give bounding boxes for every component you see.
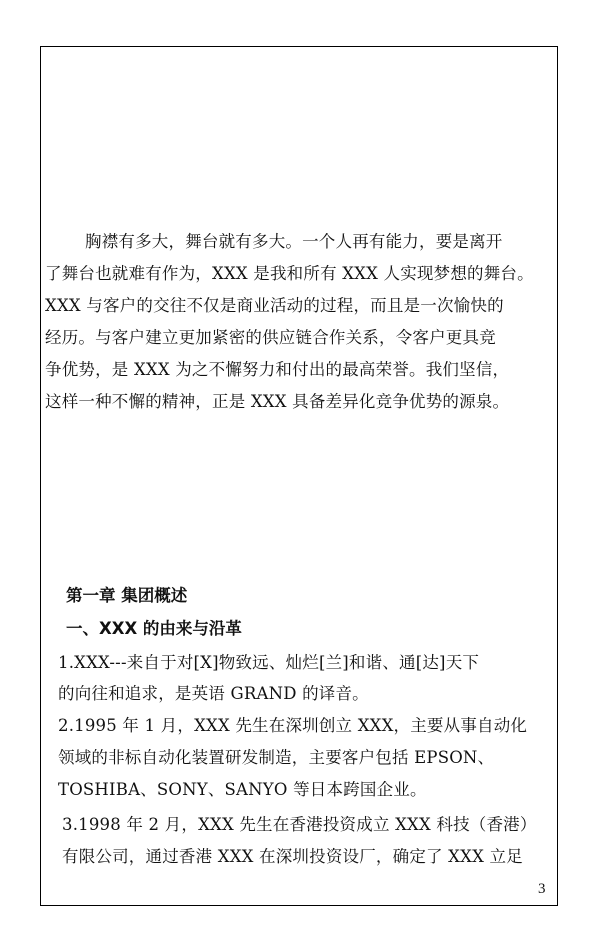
intro-line-4: 经历。与客户建立更加紧密的供应链合作关系，令客户更具竞: [45, 328, 496, 347]
intro-line-2: 了舞台也就难有作为，XXX 是我和所有 XXX 人实现梦想的舞台。: [45, 264, 534, 283]
history-line-2: 的向往和追求，是英语 GRAND 的译音。: [58, 684, 369, 703]
intro-line-3: XXX 与客户的交往不仅是商业活动的过程，而且是一次愉快的: [45, 296, 504, 315]
history-line-7: 有限公司，通过香港 XXX 在深圳投资设厂，确定了 XXX 立足: [62, 847, 523, 866]
chapter-heading: 第一章 集团概述: [66, 586, 188, 605]
page-frame: [40, 46, 558, 906]
intro-line-5: 争优势，是 XXX 为之不懈努力和付出的最高荣誉。我们坚信，: [45, 360, 510, 379]
history-line-6: 3.1998 年 2 月，XXX 先生在香港投资成立 XXX 科技（香港）: [62, 815, 537, 834]
section-heading: 一、XXX 的由来与沿革: [66, 619, 242, 638]
intro-line-6: 这样一种不懈的精神，正是 XXX 具备差异化竞争优势的源泉。: [45, 392, 510, 411]
history-line-5: TOSHIBA、SONY、SANYO 等日本跨国企业。: [58, 780, 427, 799]
history-line-4: 领域的非标自动化装置研发制造，主要客户包括 EPSON、: [58, 748, 495, 767]
history-line-3: 2.1995 年 1 月，XXX 先生在深圳创立 XXX，主要从事自动化: [58, 716, 528, 735]
page-number: 3: [538, 881, 546, 897]
history-line-1: 1.XXX---来自于对[X]物致远、灿烂[兰]和谐、通[达]天下: [58, 653, 480, 672]
intro-line-1: 胸襟有多大，舞台就有多大。一个人再有能力，要是离开: [85, 232, 503, 251]
